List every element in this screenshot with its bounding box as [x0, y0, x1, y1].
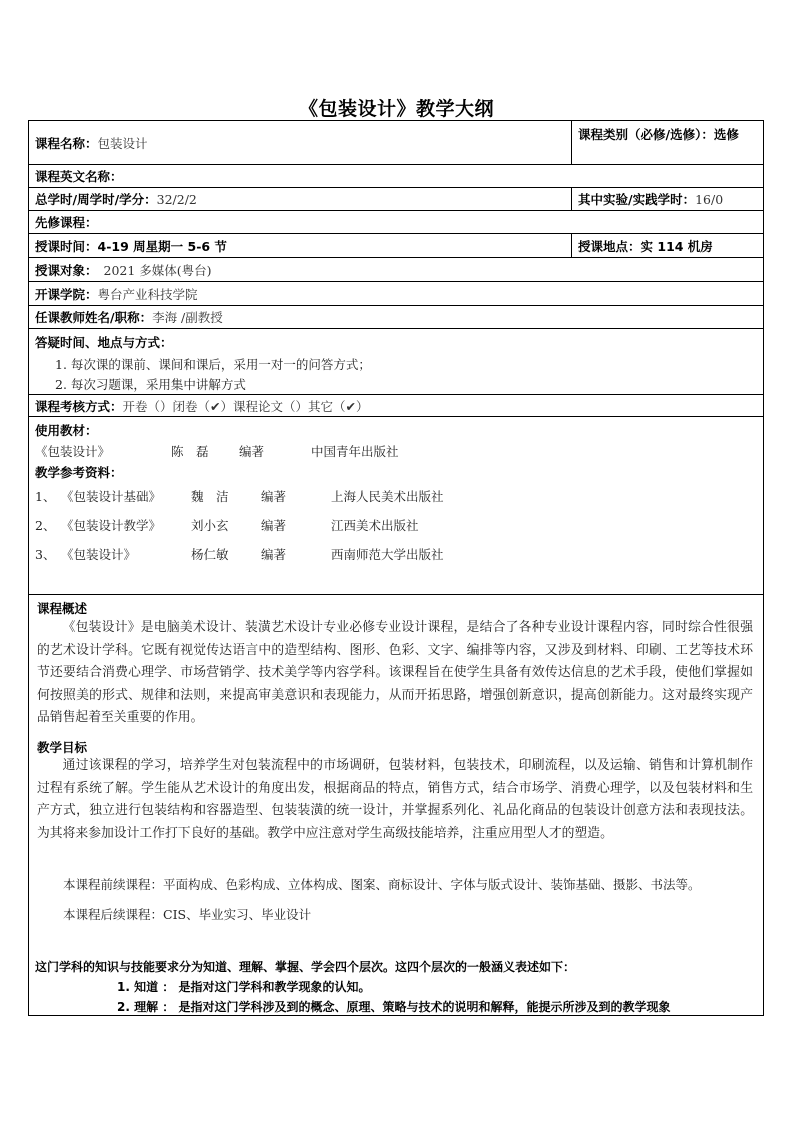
- row-audience: [29, 258, 763, 282]
- prerequisite-cell: [29, 211, 763, 233]
- location-value: 实 114 机房: [640, 238, 713, 254]
- hours-label: 总学时/周学时/学分：: [35, 192, 157, 207]
- row-college: [29, 282, 763, 306]
- english-name-cell: [29, 165, 763, 187]
- levels-intro: 这门学科的知识与技能要求分为知道、理解、掌握、学会四个层次。这四个层次的一般涵义表述如下：: [35, 960, 576, 974]
- audience-value: 2021 多媒体(粤台): [103, 262, 212, 278]
- overview-title: 课程概述: [37, 601, 88, 616]
- overview-text: [37, 617, 753, 730]
- course-name-value: 包装设计: [97, 135, 148, 151]
- english-name-label: 课程英文名称：: [35, 169, 123, 184]
- reference-no: 1、: [35, 489, 56, 504]
- location-cell: [572, 234, 763, 257]
- level-item: 1. 知道 ： 是指对这门学科和教学现象的认知。: [117, 980, 371, 994]
- schedule-cell: [29, 234, 572, 257]
- row-hours: [29, 188, 763, 211]
- course-name-label: 课程名称：: [35, 135, 98, 151]
- reference-author: 魏 洁: [191, 489, 229, 504]
- reference-role: 编著: [261, 547, 287, 562]
- reference-title: 《包装设计》: [61, 547, 137, 562]
- references-label: 教学参考资料：: [35, 465, 123, 480]
- row-course-name: [29, 121, 763, 165]
- lab-hours-cell: [572, 188, 763, 210]
- reference-no: 3、: [35, 547, 56, 562]
- college-label: 开课学院：: [35, 286, 98, 302]
- row-prerequisite: [29, 211, 763, 234]
- row-assessment: [29, 395, 763, 417]
- row-materials: [29, 417, 763, 595]
- row-teacher: [29, 306, 763, 329]
- overview-paragraph: 《包装设计》是电脑美术设计、装潢艺术设计专业必修专业设计课程，是结合了各种专业设计课程内容，同时综合性很强的艺术设计学科。它既有视觉传达语言中的造型结构、图形、色彩、文字、编排等内容，又涉及到材料、印刷、工艺等技术环节还要结合消费心理学、市场营销学、技术美学等内容学科。该课程旨在使学生具备有效传达信息的艺术手段，使他们掌握如何按照美的形式、规律和法则，来提高审美意识和表现能力，从而开拓思路，增强创新意识，提高创新能力。这对最终实现产品销售起着至关重要的作用。: [37, 620, 753, 725]
- reference-role: 编著: [261, 518, 287, 533]
- objectives-paragraph: 通过该课程的学习，培养学生对包装流程中的市场调研，包装材料，包装技术，印刷流程，以及运输、销售和计算机制作过程有系统了解。学生能从艺术设计的角度出发，根据商品的特点，销售方式，结合市场学、消费心理学，以及包装材料和生产方式，独立进行包装结构和容器造型、包装装潢的统一设计，并掌握系列化、礼品化商品的包装设计创意方法和表现技法。为其将来参加设计工作打下良好的基础。教学中应注意对学生高级技能培养，注重应用型人才的塑造。: [37, 758, 753, 841]
- qa-label: 答疑时间、地点与方式：: [35, 335, 173, 350]
- row-english-name: [29, 165, 763, 188]
- document-title: 《包装设计》教学大纲: [298, 98, 494, 120]
- course-type-cell: [572, 121, 763, 164]
- row-schedule: [29, 234, 763, 258]
- reference-title: 《包装设计教学》: [61, 518, 162, 533]
- textbook-title: 《包装设计》: [35, 444, 111, 459]
- schedule-value: 4-19 周星期一 5-6 节: [97, 238, 227, 254]
- teacher-value: 李海 /副教授: [152, 310, 223, 325]
- college-value: 粤台产业科技学院: [97, 286, 198, 302]
- college-cell: [29, 282, 763, 305]
- objectives-title: 教学目标: [37, 740, 88, 755]
- hours-value: 32/2/2: [156, 191, 197, 207]
- assessment-value: 开卷（）闭卷（✔）课程论文（）其它（✔）: [122, 398, 369, 414]
- pre-courses: 本课程前续课程：平面构成、色彩构成、立体构成、图案、商标设计、字体与版式设计、装饰基础、摄影、书法等。: [63, 877, 701, 892]
- course-name-cell: [29, 121, 572, 164]
- audience-label: 授课对象：: [35, 262, 98, 278]
- prerequisite-label: 先修课程：: [35, 215, 98, 230]
- hours-cell: [29, 188, 572, 210]
- row-qa: [29, 329, 763, 395]
- teacher-label: 任课教师姓名/职称：: [35, 310, 153, 325]
- reference-author: 刘小玄: [191, 518, 229, 533]
- objectives-text: [37, 755, 753, 845]
- syllabus-table: [28, 120, 764, 1016]
- course-type-label: 课程类别（必修/选修）：选修: [578, 127, 739, 142]
- qa-item: 2. 每次习题课，采用集中讲解方式: [55, 377, 246, 392]
- reference-publisher: 江西美术出版社: [331, 518, 419, 533]
- teacher-cell: [29, 306, 763, 328]
- reference-no: 2、: [35, 518, 56, 533]
- level-item: 2. 理解 ： 是指对这门学科涉及到的概念、原理、策略与技术的说明和解释，能提示所涉及到的教学现象: [117, 1000, 671, 1014]
- post-courses: 本课程后续课程：CIS、毕业实习、毕业设计: [63, 907, 312, 922]
- textbook-publisher: 中国青年出版社: [311, 444, 399, 459]
- textbook-role: 编著: [239, 444, 265, 459]
- reference-role: 编著: [261, 489, 287, 504]
- reference-title: 《包装设计基础》: [61, 489, 162, 504]
- schedule-label: 授课时间：: [35, 238, 98, 254]
- reference-publisher: 西南师范大学出版社: [331, 547, 444, 562]
- reference-publisher: 上海人民美术出版社: [331, 489, 444, 504]
- textbook-author: 陈 磊: [171, 444, 209, 459]
- lab-hours-label: 其中实验/实践学时：: [578, 192, 696, 207]
- assessment-label: 课程考核方式：: [35, 398, 123, 414]
- audience-cell: [29, 258, 763, 281]
- row-description: [29, 595, 763, 1015]
- reference-author: 杨仁敏: [191, 547, 229, 562]
- qa-item: 1. 每次课的课前、课间和课后，采用一对一的问答方式；: [55, 357, 371, 372]
- location-label: 授课地点：: [578, 238, 641, 254]
- lab-hours-value: 16/0: [695, 191, 724, 207]
- assessment-cell: [29, 395, 763, 416]
- textbook-label: 使用教材：: [35, 423, 98, 438]
